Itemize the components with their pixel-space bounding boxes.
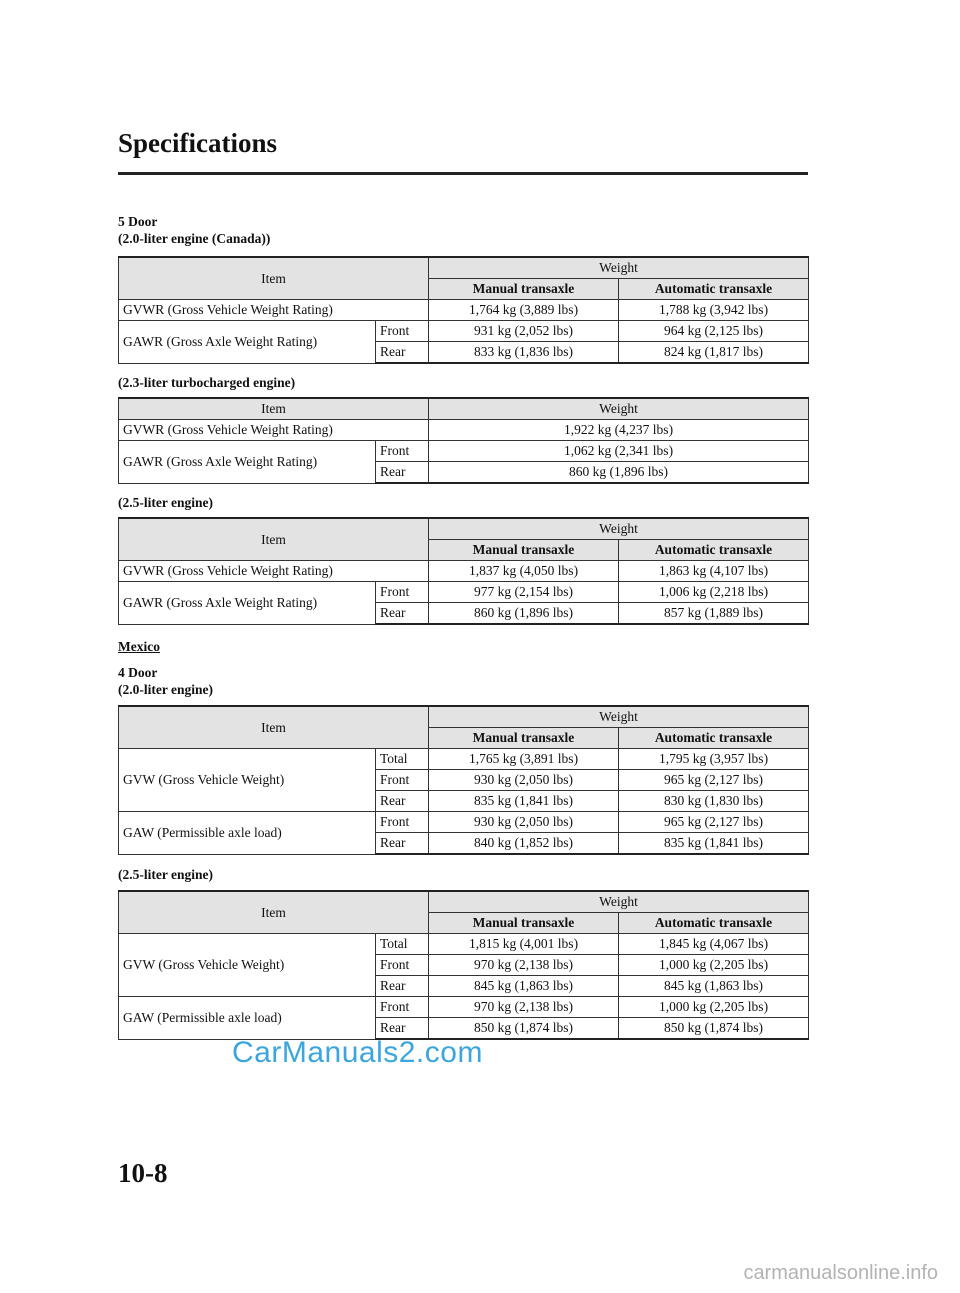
cell-value: 1,795 kg (3,957 lbs) bbox=[619, 749, 809, 770]
manual-header: Manual transaxle bbox=[429, 913, 619, 934]
table-row bbox=[119, 997, 809, 1018]
axle-label: Rear bbox=[376, 791, 429, 812]
weight-table-4door-2.0 bbox=[118, 705, 809, 855]
weight-table-2.3-turbo bbox=[118, 397, 809, 484]
automatic-header: Automatic transaxle bbox=[619, 728, 809, 749]
automatic-header: Automatic transaxle bbox=[619, 913, 809, 934]
cell-value: 1,788 kg (3,942 lbs) bbox=[619, 300, 809, 321]
cell-value: 840 kg (1,852 lbs) bbox=[429, 833, 619, 855]
axle-label: Front bbox=[376, 997, 429, 1018]
section-line: (2.0-liter engine (Canada)) bbox=[118, 231, 271, 246]
cell-value: 1,837 kg (4,050 lbs) bbox=[429, 561, 619, 582]
cell-value: 824 kg (1,817 lbs) bbox=[619, 342, 809, 364]
axle-label: Total bbox=[376, 749, 429, 770]
axle-label: Front bbox=[376, 955, 429, 976]
page-title: Specifications bbox=[118, 128, 277, 158]
cell-value: 930 kg (2,050 lbs) bbox=[429, 812, 619, 833]
manual-header: Manual transaxle bbox=[429, 728, 619, 749]
weight-header: Weight bbox=[429, 518, 809, 540]
item-header: Item bbox=[119, 398, 429, 420]
weight-header: Weight bbox=[429, 398, 809, 420]
weight-table-5door-2.0-canada bbox=[118, 256, 809, 364]
axle-label: Front bbox=[376, 582, 429, 603]
axle-label: Rear bbox=[376, 1018, 429, 1040]
page-number: 10-8 bbox=[118, 1158, 168, 1188]
row-label: GVWR (Gross Vehicle Weight Rating) bbox=[119, 420, 429, 441]
item-header: Item bbox=[119, 891, 429, 934]
section-line: 4 Door bbox=[118, 665, 158, 680]
cell-value: 845 kg (1,863 lbs) bbox=[619, 976, 809, 997]
table-row bbox=[119, 812, 809, 833]
cell-value: 964 kg (2,125 lbs) bbox=[619, 321, 809, 342]
axle-label: Front bbox=[376, 812, 429, 833]
axle-label: Rear bbox=[376, 833, 429, 855]
weight-table-2.5 bbox=[118, 517, 809, 625]
weight-header: Weight bbox=[429, 257, 809, 279]
cell-value: 850 kg (1,874 lbs) bbox=[429, 1018, 619, 1040]
table-row bbox=[119, 420, 809, 441]
cell-value: 970 kg (2,138 lbs) bbox=[429, 955, 619, 976]
table-row bbox=[119, 749, 809, 770]
axle-label: Front bbox=[376, 770, 429, 791]
cell-value: 835 kg (1,841 lbs) bbox=[619, 833, 809, 855]
title-rule bbox=[118, 172, 808, 175]
cell-value: 1,845 kg (4,067 lbs) bbox=[619, 934, 809, 955]
axle-label: Rear bbox=[376, 603, 429, 625]
row-label: GAW (Permissible axle load) bbox=[119, 812, 376, 855]
table-row bbox=[119, 934, 809, 955]
cell-value: 965 kg (2,127 lbs) bbox=[619, 812, 809, 833]
section-line: 5 Door bbox=[118, 214, 158, 229]
cell-value: 860 kg (1,896 lbs) bbox=[429, 603, 619, 625]
cell-value: 1,000 kg (2,205 lbs) bbox=[619, 997, 809, 1018]
weight-table-mexico-2.5 bbox=[118, 890, 809, 1040]
table-row bbox=[119, 441, 809, 462]
row-label: GAWR (Gross Axle Weight Rating) bbox=[119, 441, 376, 484]
table-row bbox=[119, 300, 809, 321]
row-label: GVWR (Gross Vehicle Weight Rating) bbox=[119, 300, 429, 321]
cell-value: 1,062 kg (2,341 lbs) bbox=[429, 441, 809, 462]
manual-header: Manual transaxle bbox=[429, 279, 619, 300]
row-label: GVWR (Gross Vehicle Weight Rating) bbox=[119, 561, 429, 582]
cell-value: 833 kg (1,836 lbs) bbox=[429, 342, 619, 364]
table-row bbox=[119, 561, 809, 582]
table-row bbox=[119, 582, 809, 603]
manual-header: Manual transaxle bbox=[429, 540, 619, 561]
section-heading-4door-2.0 bbox=[118, 664, 213, 698]
row-label: GAW (Permissible axle load) bbox=[119, 997, 376, 1040]
table-row bbox=[119, 321, 809, 342]
cell-value: 931 kg (2,052 lbs) bbox=[429, 321, 619, 342]
item-header: Item bbox=[119, 257, 429, 300]
cell-value: 835 kg (1,841 lbs) bbox=[429, 791, 619, 812]
row-label: GAWR (Gross Axle Weight Rating) bbox=[119, 321, 376, 364]
cell-value: 1,815 kg (4,001 lbs) bbox=[429, 934, 619, 955]
cell-value: 1,765 kg (3,891 lbs) bbox=[429, 749, 619, 770]
axle-label: Rear bbox=[376, 976, 429, 997]
cell-value: 1,006 kg (2,218 lbs) bbox=[619, 582, 809, 603]
section-heading-2.3-turbo: (2.3-liter turbocharged engine) bbox=[118, 375, 296, 390]
axle-label: Front bbox=[376, 441, 429, 462]
watermark-logo: CarManuals2.com bbox=[232, 1036, 483, 1069]
row-label: GVW (Gross Vehicle Weight) bbox=[119, 749, 376, 812]
cell-value: 977 kg (2,154 lbs) bbox=[429, 582, 619, 603]
cell-value: 830 kg (1,830 lbs) bbox=[619, 791, 809, 812]
weight-header: Weight bbox=[429, 706, 809, 728]
cell-value: 1,922 kg (4,237 lbs) bbox=[429, 420, 809, 441]
cell-value: 965 kg (2,127 lbs) bbox=[619, 770, 809, 791]
axle-label: Front bbox=[376, 321, 429, 342]
row-label: GVW (Gross Vehicle Weight) bbox=[119, 934, 376, 997]
weight-header: Weight bbox=[429, 891, 809, 913]
row-label: GAWR (Gross Axle Weight Rating) bbox=[119, 582, 376, 625]
axle-label: Rear bbox=[376, 462, 429, 484]
automatic-header: Automatic transaxle bbox=[619, 540, 809, 561]
cell-value: 1,000 kg (2,205 lbs) bbox=[619, 955, 809, 976]
section-line: (2.0-liter engine) bbox=[118, 682, 213, 697]
cell-value: 930 kg (2,050 lbs) bbox=[429, 770, 619, 791]
item-header: Item bbox=[119, 706, 429, 749]
region-heading-mexico: Mexico bbox=[118, 639, 160, 654]
cell-value: 857 kg (1,889 lbs) bbox=[619, 603, 809, 625]
axle-label: Total bbox=[376, 934, 429, 955]
automatic-header: Automatic transaxle bbox=[619, 279, 809, 300]
cell-value: 970 kg (2,138 lbs) bbox=[429, 997, 619, 1018]
cell-value: 845 kg (1,863 lbs) bbox=[429, 976, 619, 997]
cell-value: 860 kg (1,896 lbs) bbox=[429, 462, 809, 484]
item-header: Item bbox=[119, 518, 429, 561]
cell-value: 1,863 kg (4,107 lbs) bbox=[619, 561, 809, 582]
section-heading-mexico-2.5: (2.5-liter engine) bbox=[118, 867, 213, 882]
footer-watermark: carmanualsonline.info bbox=[743, 1262, 938, 1284]
axle-label: Rear bbox=[376, 342, 429, 364]
section-heading-5door-canada bbox=[118, 213, 270, 247]
section-heading-2.5: (2.5-liter engine) bbox=[118, 495, 213, 510]
cell-value: 1,764 kg (3,889 lbs) bbox=[429, 300, 619, 321]
cell-value: 850 kg (1,874 lbs) bbox=[619, 1018, 809, 1040]
